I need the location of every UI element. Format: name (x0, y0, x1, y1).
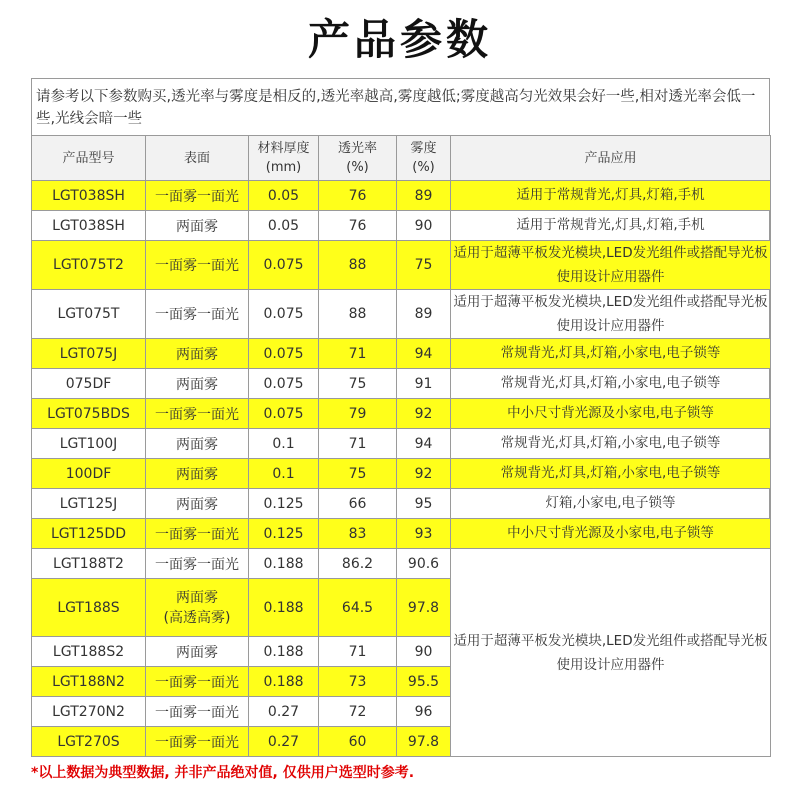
model-cell: LGT075BDS (32, 399, 146, 429)
application-cell: 常规背光,灯具,灯箱,小家电,电子锁等 (451, 459, 771, 489)
haze-cell: 91 (397, 369, 451, 399)
purchase-note: 请参考以下参数购买,透光率与雾度是相反的,透光率越高,雾度越低;雾度越高匀光效果会好一些,相对透光率会低一些,光线会暗一些 (36, 89, 756, 127)
thickness-cell: 0.188 (249, 667, 319, 697)
model-cell: LGT038SH (32, 181, 146, 211)
table-row (32, 489, 771, 519)
application-cell: 中小尺寸背光源及小家电,电子锁等 (451, 519, 771, 549)
surface-label: 两面雾 (176, 589, 218, 606)
haze-cell: 89 (397, 290, 451, 339)
transmittance-cell: 79 (319, 399, 397, 429)
model-cell: LGT270N2 (32, 697, 146, 727)
model-cell: 075DF (32, 369, 146, 399)
header-thickness-unit: (mm) (265, 160, 302, 175)
haze-cell: 92 (397, 399, 451, 429)
surface-cell: 两面雾 (146, 489, 249, 519)
header-application: 产品应用 (451, 136, 771, 181)
application-cell: 常规背光,灯具,灯箱,小家电,电子锁等 (451, 429, 771, 459)
surface-cell: 两面雾 (146, 459, 249, 489)
table-row (32, 369, 771, 399)
thickness-cell: 0.1 (249, 459, 319, 489)
transmittance-cell: 75 (319, 369, 397, 399)
transmittance-cell: 71 (319, 339, 397, 369)
model-cell: LGT038SH (32, 211, 146, 241)
surface-cell: 两面雾 (146, 369, 249, 399)
spec-panel (31, 78, 770, 751)
group-application-cell: 适用于超薄平板发光模块,LED发光组件或搭配导光板使用设计应用器件 (451, 549, 771, 757)
surface-cell (146, 579, 249, 637)
table-row (32, 549, 771, 579)
thickness-cell: 0.188 (249, 579, 319, 637)
model-cell: LGT100J (32, 429, 146, 459)
transmittance-cell: 60 (319, 727, 397, 757)
surface-cell: 两面雾 (146, 637, 249, 667)
thickness-cell: 0.075 (249, 339, 319, 369)
table-row (32, 211, 771, 241)
transmittance-cell: 73 (319, 667, 397, 697)
application-cell: 常规背光,灯具,灯箱,小家电,电子锁等 (451, 339, 771, 369)
header-haze (397, 136, 451, 181)
surface-cell: 两面雾 (146, 211, 249, 241)
transmittance-cell: 72 (319, 697, 397, 727)
application-cell: 灯箱,小家电,电子锁等 (451, 489, 771, 519)
haze-cell: 94 (397, 429, 451, 459)
transmittance-cell: 75 (319, 459, 397, 489)
thickness-cell: 0.125 (249, 519, 319, 549)
application-cell: 适用于超薄平板发光模块,LED发光组件或搭配导光板使用设计应用器件 (451, 241, 771, 290)
application-cell: 中小尺寸背光源及小家电,电子锁等 (451, 399, 771, 429)
haze-cell: 95 (397, 489, 451, 519)
surface-cell: 一面雾一面光 (146, 519, 249, 549)
model-cell: LGT188S (32, 579, 146, 637)
thickness-cell: 0.188 (249, 637, 319, 667)
haze-cell: 97.8 (397, 727, 451, 757)
header-surface: 表面 (146, 136, 249, 181)
model-cell: 100DF (32, 459, 146, 489)
model-cell: LGT188N2 (32, 667, 146, 697)
transmittance-cell: 83 (319, 519, 397, 549)
surface-cell: 一面雾一面光 (146, 241, 249, 290)
header-transmittance-unit: (%) (346, 160, 369, 175)
header-haze-label: 雾度 (410, 141, 437, 156)
surface-note: (高透高雾) (163, 609, 231, 626)
page-title: 产品参数 (307, 15, 492, 64)
transmittance-cell: 76 (319, 211, 397, 241)
thickness-cell: 0.05 (249, 181, 319, 211)
spec-table (31, 135, 771, 757)
table-row (32, 241, 771, 290)
surface-cell: 一面雾一面光 (146, 697, 249, 727)
haze-cell: 95.5 (397, 667, 451, 697)
transmittance-cell: 66 (319, 489, 397, 519)
haze-cell: 92 (397, 459, 451, 489)
disclaimer-footer: *以上数据为典型数据, 并非产品绝对值, 仅供用户选型时参考. (31, 765, 415, 781)
transmittance-cell: 88 (319, 241, 397, 290)
table-row (32, 429, 771, 459)
thickness-cell: 0.075 (249, 290, 319, 339)
header-thickness (249, 136, 319, 181)
transmittance-cell: 71 (319, 429, 397, 459)
surface-cell: 一面雾一面光 (146, 399, 249, 429)
thickness-cell: 0.1 (249, 429, 319, 459)
surface-cell: 两面雾 (146, 339, 249, 369)
header-model: 产品型号 (32, 136, 146, 181)
model-cell: LGT270S (32, 727, 146, 757)
surface-cell: 一面雾一面光 (146, 290, 249, 339)
surface-cell: 一面雾一面光 (146, 667, 249, 697)
transmittance-cell: 64.5 (319, 579, 397, 637)
header-transmittance-label: 透光率 (337, 141, 377, 156)
haze-cell: 97.8 (397, 579, 451, 637)
application-cell: 常规背光,灯具,灯箱,小家电,电子锁等 (451, 369, 771, 399)
haze-cell: 90 (397, 211, 451, 241)
table-row (32, 519, 771, 549)
thickness-cell: 0.075 (249, 369, 319, 399)
thickness-cell: 0.075 (249, 399, 319, 429)
model-cell: LGT075J (32, 339, 146, 369)
application-cell: 适用于常规背光,灯具,灯箱,手机 (451, 211, 771, 241)
model-cell: LGT075T (32, 290, 146, 339)
transmittance-cell: 71 (319, 637, 397, 667)
table-row (32, 290, 771, 339)
thickness-cell: 0.075 (249, 241, 319, 290)
thickness-cell: 0.188 (249, 549, 319, 579)
model-cell: LGT075T2 (32, 241, 146, 290)
haze-cell: 75 (397, 241, 451, 290)
haze-cell: 96 (397, 697, 451, 727)
haze-cell: 93 (397, 519, 451, 549)
table-header-row (32, 136, 771, 181)
transmittance-cell: 76 (319, 181, 397, 211)
table-row (32, 459, 771, 489)
haze-cell: 94 (397, 339, 451, 369)
transmittance-cell: 86.2 (319, 549, 397, 579)
surface-cell: 一面雾一面光 (146, 181, 249, 211)
header-transmittance (319, 136, 397, 181)
surface-cell: 两面雾 (146, 429, 249, 459)
haze-cell: 90.6 (397, 549, 451, 579)
surface-cell: 一面雾一面光 (146, 549, 249, 579)
haze-cell: 89 (397, 181, 451, 211)
model-cell: LGT188S2 (32, 637, 146, 667)
thickness-cell: 0.27 (249, 697, 319, 727)
model-cell: LGT125DD (32, 519, 146, 549)
model-cell: LGT188T2 (32, 549, 146, 579)
table-row (32, 339, 771, 369)
application-cell: 适用于常规背光,灯具,灯箱,手机 (451, 181, 771, 211)
table-row (32, 181, 771, 211)
application-cell: 适用于超薄平板发光模块,LED发光组件或搭配导光板使用设计应用器件 (451, 290, 771, 339)
header-haze-unit: (%) (412, 160, 435, 175)
thickness-cell: 0.27 (249, 727, 319, 757)
header-thickness-label: 材料厚度 (257, 141, 310, 156)
haze-cell: 90 (397, 637, 451, 667)
model-cell: LGT125J (32, 489, 146, 519)
thickness-cell: 0.05 (249, 211, 319, 241)
thickness-cell: 0.125 (249, 489, 319, 519)
surface-cell: 一面雾一面光 (146, 727, 249, 757)
table-row (32, 399, 771, 429)
transmittance-cell: 88 (319, 290, 397, 339)
